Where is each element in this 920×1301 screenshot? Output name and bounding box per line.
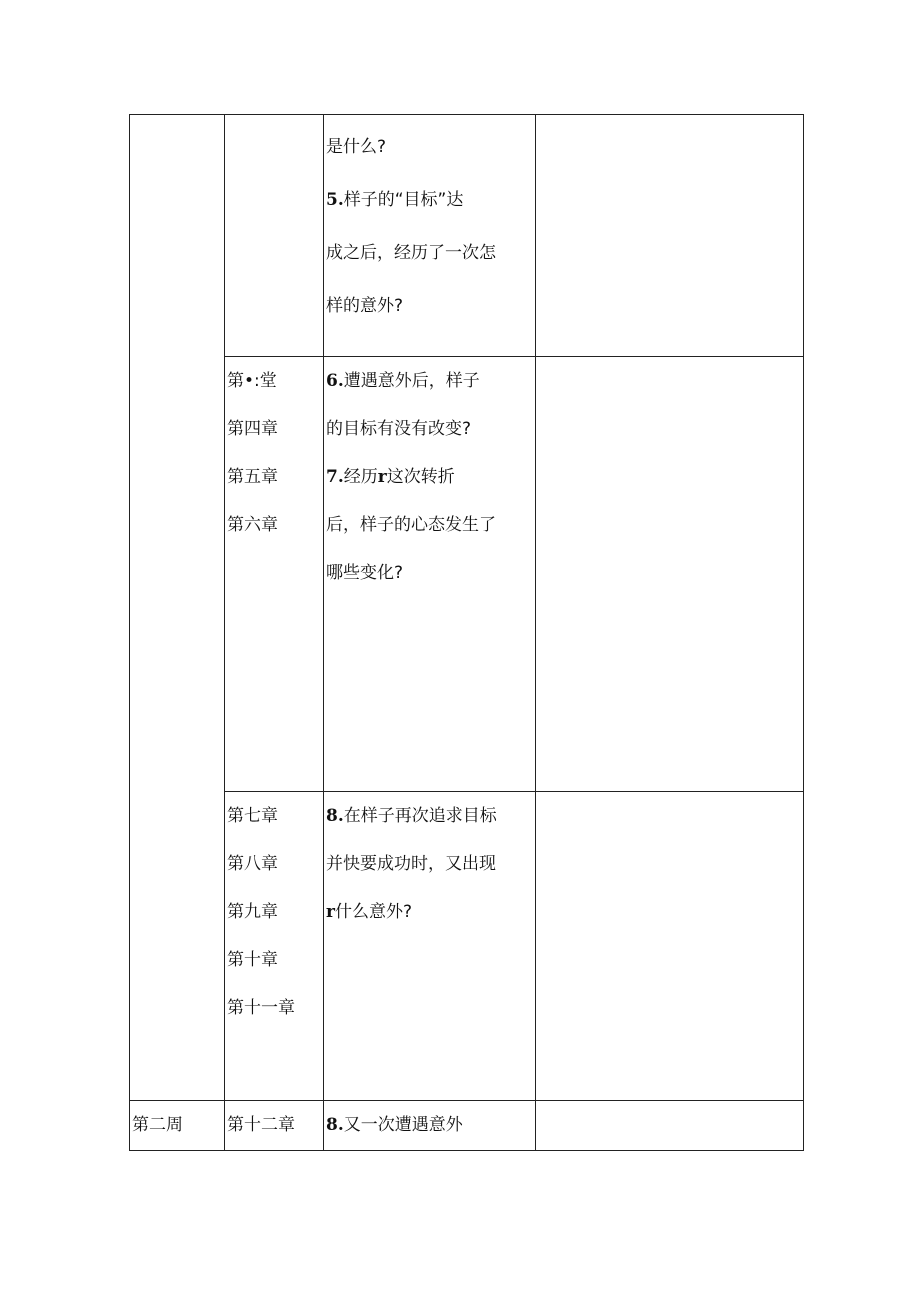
question-line: 后，样子的心态发生了	[326, 515, 496, 535]
question-line: 并快要成功时，又出现	[326, 854, 496, 874]
table-row	[130, 357, 804, 792]
question-line: 7.经历r这次转折	[326, 467, 455, 487]
question-line: 是什么?	[326, 137, 387, 157]
chapter-label: 第十一章	[227, 998, 295, 1018]
notes-cell	[536, 115, 804, 357]
notes-cell	[536, 1101, 804, 1151]
question-line: 5.样子的“目标”达	[326, 190, 464, 210]
question-cell	[324, 792, 536, 1101]
question-line: 哪些变化?	[326, 563, 404, 583]
week-cell	[130, 1101, 225, 1151]
question-cell	[324, 357, 536, 792]
week-label: 第二周	[132, 1115, 183, 1135]
notes-cell	[536, 357, 804, 792]
question-line: 6.遭遇意外后，样子	[326, 371, 480, 391]
table-row	[130, 1101, 804, 1151]
chapter-cell	[225, 115, 324, 357]
notes-cell	[536, 792, 804, 1101]
question-line: 成之后，经历了一次怎	[326, 243, 496, 263]
chapter-label: 第•:堂	[227, 371, 277, 391]
chapter-label: 第十二章	[227, 1115, 295, 1135]
chapter-label: 第七章	[227, 806, 278, 826]
chapter-cell	[225, 357, 324, 792]
chapter-label: 第十章	[227, 950, 278, 970]
question-line: r什么意外?	[326, 902, 412, 922]
table-row	[130, 115, 804, 357]
table-row	[130, 792, 804, 1101]
question-cell	[324, 1101, 536, 1151]
chapter-label: 第五章	[227, 467, 278, 487]
chapter-label: 第四章	[227, 419, 278, 439]
question-cell	[324, 115, 536, 357]
chapter-label: 第六章	[227, 515, 278, 535]
chapter-label: 第九章	[227, 902, 278, 922]
chapter-label: 第八章	[227, 854, 278, 874]
chapter-cell	[225, 792, 324, 1101]
question-line: 8.又一次遭遇意外	[326, 1115, 463, 1135]
question-line: 样的意外?	[326, 296, 404, 316]
question-line: 的目标有没有改变?	[326, 419, 472, 439]
week-cell	[130, 115, 225, 1101]
question-line: 8.在样子再次追求目标	[326, 806, 497, 826]
chapter-cell	[225, 1101, 324, 1151]
reading-plan-table	[129, 114, 804, 1151]
